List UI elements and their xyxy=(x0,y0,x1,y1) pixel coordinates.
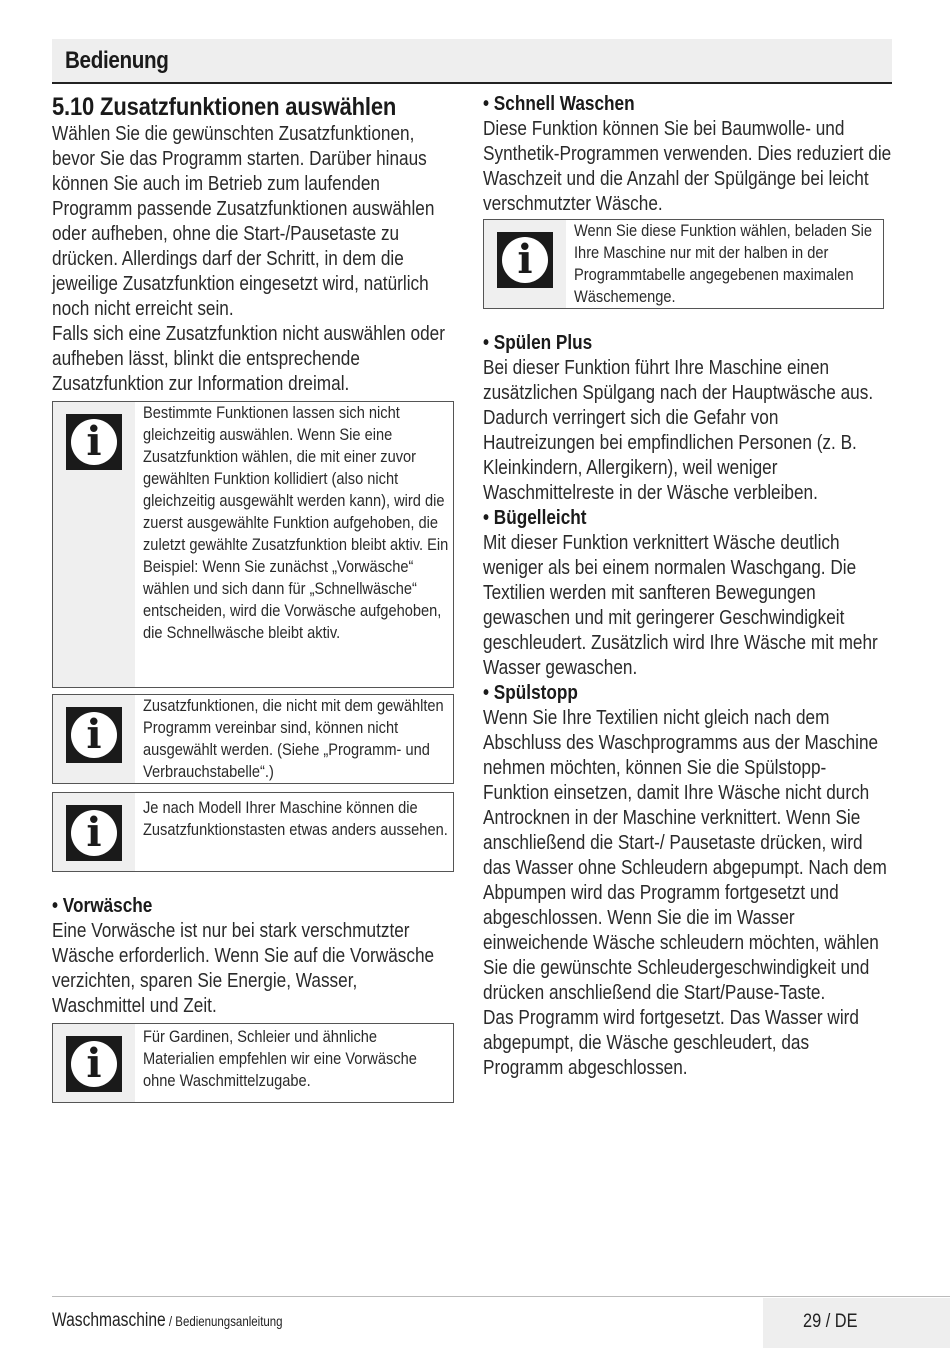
right-column xyxy=(483,92,893,1081)
spuelstopp-heading: • Spülstopp xyxy=(483,682,578,704)
footer-manual-name: Bedienungsanleitung xyxy=(175,1313,283,1329)
info-note-text: Bestimmte Funktionen lassen sich nicht gleichzeitig auswählen. Wenn Sie eine Zusatzfunktion wählen, die mit einer zuvor gewählten Funktion kollidiert (also nicht gleichzeitig ausgewählt werden kann), wird die zuerst ausgewählte Funktion aufgehoben, die zuletzt gewählte Zusatzfunktion bleibt aktiv. Ein Beispiel: Wenn Sie zunächst „Vorwäsche“ wählen und sich dann für „Schnellwäsche“ entscheiden, wird die Vorwäsche aufgehoben, die Schnellwäsche bleibt aktiv. xyxy=(143,403,449,642)
intro-paragraph-2: Falls sich eine Zusatzfunktion nicht auswählen oder aufheben lässt, blinkt die entsprechende Zusatzfunktion zur Information dreimal. xyxy=(52,323,445,395)
buegelleicht-heading: • Bügelleicht xyxy=(483,507,587,529)
intro-paragraph: Wählen Sie die gewünschten Zusatzfunktionen, bevor Sie das Programm starten. Darüber hinaus können Sie auch im Betrieb zum laufenden Programm passende Zusatzfunktionen auswählen oder aufheben, ohne die Start-/Pausetaste zu drücken. Allerdings darf der Schritt, in dem die jeweilige Zusatzfunktion eingesetzt wird, natürlich noch nicht erreicht sein. xyxy=(52,123,435,320)
info-icon-cell xyxy=(53,695,135,783)
info-note xyxy=(52,1023,454,1103)
schnell-waschen-heading: • Schnell Waschen xyxy=(483,93,635,115)
info-note-text: Je nach Modell Ihrer Maschine können die Zusatzfunktionstasten etwas anders aussehen. xyxy=(143,798,448,839)
section-title: Bedienung xyxy=(65,47,169,74)
info-icon: i xyxy=(497,232,553,288)
info-icon-cell xyxy=(53,793,135,871)
info-note-text: Zusatzfunktionen, die nicht mit dem gewählten Programm vereinbar sind, können nicht ausgewählt werden. (Siehe „Programm- und Verbrauchstabelle“.) xyxy=(143,696,444,781)
info-icon-cell xyxy=(53,402,135,687)
buegelleicht-text: Mit dieser Funktion verknittert Wäsche deutlich weniger als bei einem normalen Waschgang. Die Textilien werden mit sanfteren Bewegungen gewaschen und mit geringerer Geschwindigkeit geschleudert. Zusätzlich wird Ihre Wäsche mit mehr Wasser gewaschen. xyxy=(483,532,878,679)
spuelstopp-text: Wenn Sie Ihre Textilien nicht gleich nach dem Abschluss des Waschprogramms aus der Maschine nehmen möchten, können Sie die Spülstopp-Funktion einsetzen, damit Ihre Wäsche nicht durch Antrocknen in der Maschine verknittert. Wenn Sie anschließend die Start-/ Pausetaste drücken, wird das Wasser ohne Schleudern abgepumpt. Nach dem Abpumpen wird das Programm fortgesetzt und abgeschlossen. Wenn Sie die im Wasser einweichende Wäsche schleudern möchten, wählen Sie die gewünschte Schleudergeschwindigkeit und drücken anschließend die Start/Pause-Taste. xyxy=(483,707,887,1004)
info-icon-cell xyxy=(53,1024,135,1102)
page-number: 29 / DE xyxy=(803,1311,858,1332)
left-column xyxy=(52,92,454,1109)
info-note xyxy=(52,792,454,872)
info-note-text: Für Gardinen, Schleier und ähnliche Materialien empfehlen wir eine Vorwäsche ohne Waschmittelzugabe. xyxy=(143,1027,417,1090)
info-icon: i xyxy=(66,805,122,861)
footer-product xyxy=(52,1310,283,1332)
info-icon-cell xyxy=(484,220,566,308)
info-icon: i xyxy=(66,1036,122,1092)
spuelen-plus-text: Bei dieser Funktion führt Ihre Maschine einen zusätzlichen Spülgang nach der Hauptwäsche aus. Dadurch verringert sich die Gefahr von Hautreizungen bei empfindlichen Personen (z. B. Kleinkindern, Allergikern), weil weniger Waschmittelreste in der Wäsche verbleiben. xyxy=(483,357,874,504)
info-note-text: Wenn Sie diese Funktion wählen, beladen Sie Ihre Maschine nur mit der halben in der Programmtabelle angegebenen maximalen Wäschemenge. xyxy=(574,221,873,306)
footer-divider xyxy=(52,1296,950,1297)
info-note xyxy=(52,401,454,688)
vorwaesche-text: Eine Vorwäsche ist nur bei stark verschmutzter Wäsche erforderlich. Wenn Sie auf die Vorwäsche verzichten, sparen Sie Energie, Wasser, Waschmittel und Zeit. xyxy=(52,920,435,1017)
spuelen-plus-heading: • Spülen Plus xyxy=(483,332,593,354)
schnell-waschen-text: Diese Funktion können Sie bei Baumwolle- und Synthetik-Programmen verwenden. Dies reduziert die Waschzeit und die Anzahl der Spülgänge bei leicht verschmutzter Wäsche. xyxy=(483,118,892,215)
info-icon: i xyxy=(66,414,122,470)
section-header-bar xyxy=(52,39,892,84)
footer-page-box xyxy=(763,1298,950,1348)
chapter-heading: 5.10 Zusatzfunktionen auswählen xyxy=(52,93,397,121)
spuelstopp-text-2: Das Programm wird fortgesetzt. Das Wasser wird abgepumpt, die Wäsche geschleudert, das Programm abgeschlossen. xyxy=(483,1007,859,1079)
info-icon: i xyxy=(66,707,122,763)
info-note xyxy=(483,219,884,309)
vorwaesche-heading: • Vorwäsche xyxy=(52,895,153,917)
info-note xyxy=(52,694,454,784)
footer-product-name: Waschmaschine xyxy=(52,1310,166,1331)
footer-separator: / xyxy=(165,1313,176,1329)
